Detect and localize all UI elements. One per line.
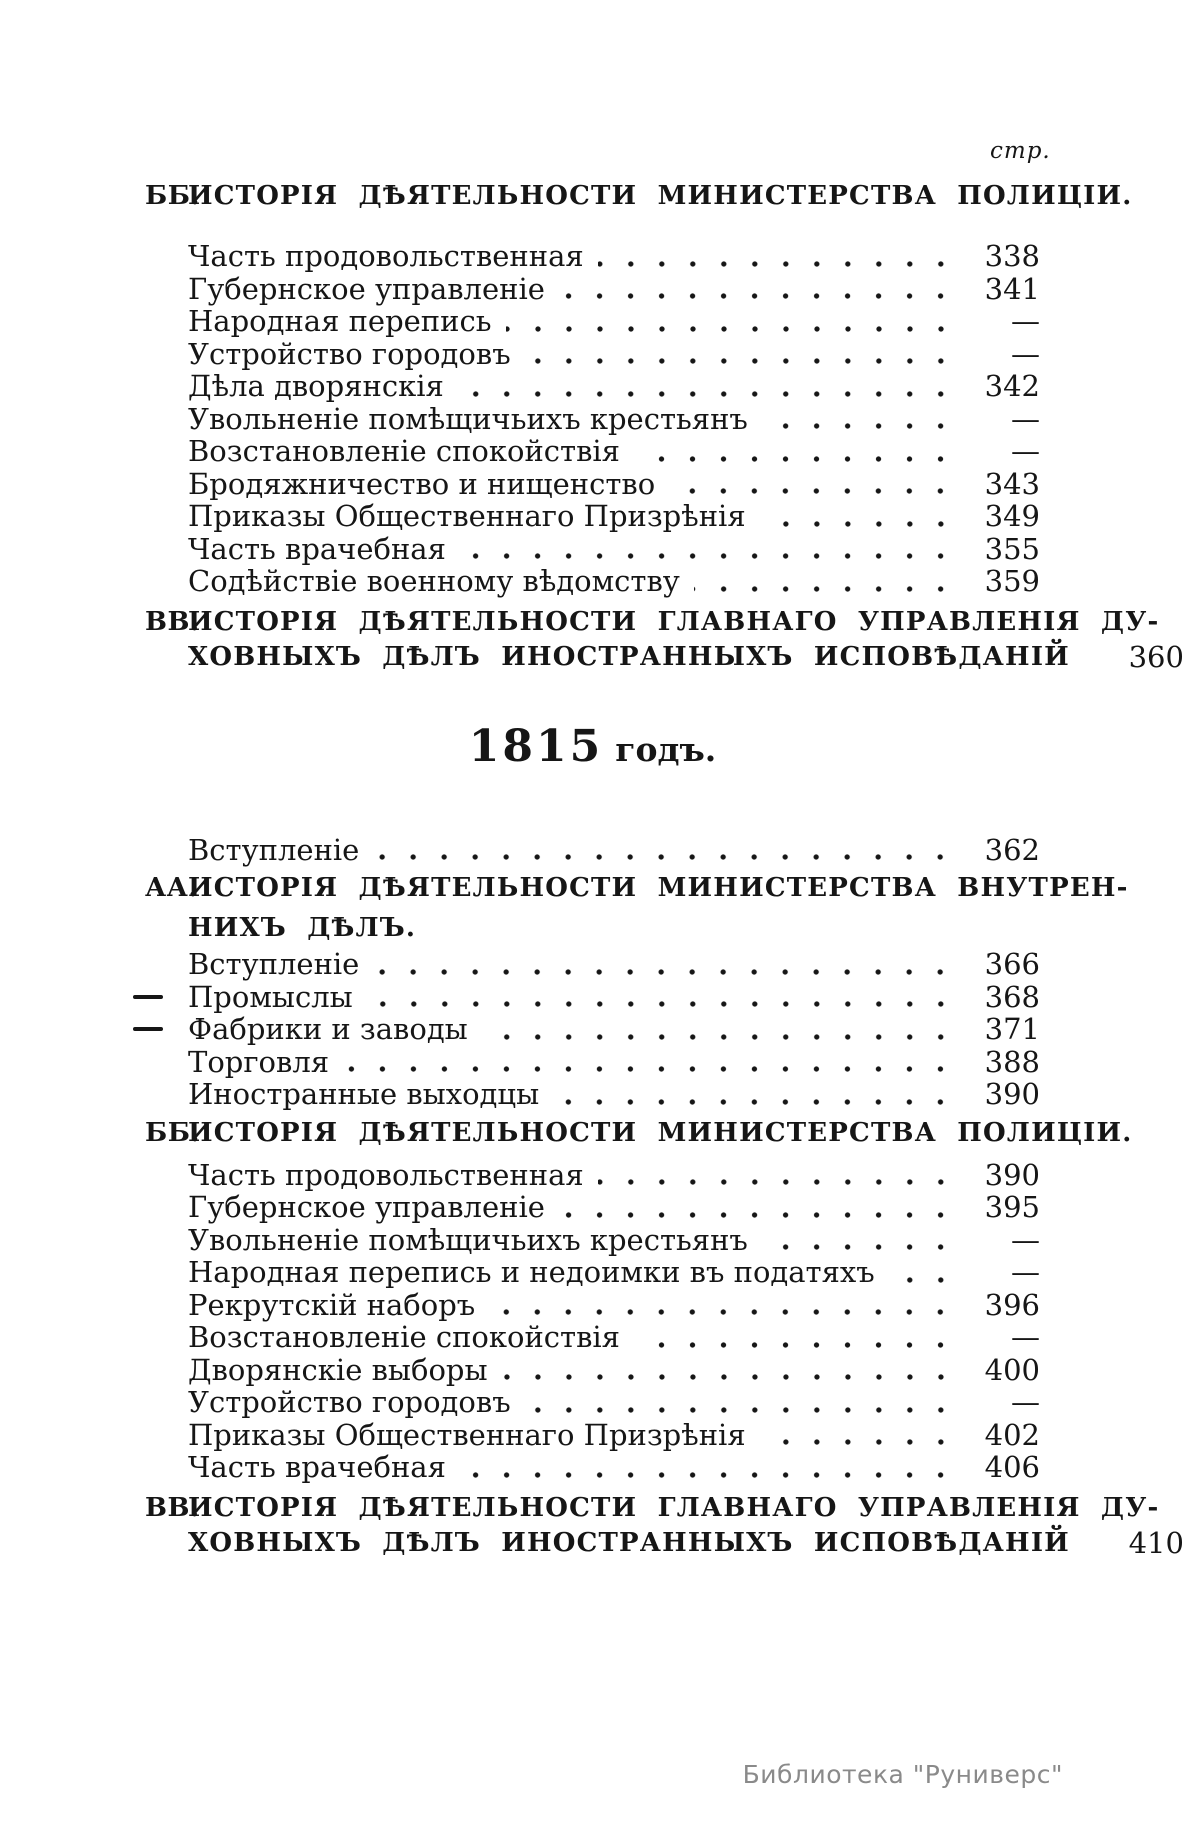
year-number: 1815 (468, 720, 604, 772)
toc-row (188, 1191, 1040, 1224)
toc-entry-label: Вступленіе (188, 947, 360, 981)
section-heading-bb-1814 (145, 180, 1133, 213)
dot-leader (369, 834, 956, 867)
year-word: годъ. (615, 729, 717, 769)
toc-page-number: 355 (984, 531, 1040, 566)
toc-entry-label: Устройство городовъ (188, 1385, 511, 1419)
toc-page-number: 410 (1128, 1525, 1184, 1560)
section-prefix: ББ. (145, 181, 200, 211)
dot-leader (456, 533, 956, 566)
toc-row (188, 1289, 1040, 1322)
dot-leader (478, 1013, 956, 1046)
toc-entry-list-aa-1815 (145, 948, 1040, 1111)
toc-row (188, 305, 1040, 338)
toc-page-number: 343 (984, 466, 1040, 501)
toc-page-number: — (1011, 1385, 1040, 1419)
toc-page-number: — (1011, 434, 1040, 468)
toc-page-number: 349 (984, 499, 1040, 533)
toc-row (188, 1256, 1040, 1289)
toc-entry-label: Дворянскіе выборы (188, 1352, 488, 1387)
toc-entry-label: Часть продовольственная (188, 239, 584, 273)
toc-entry-label: Часть продовольственная (188, 1157, 584, 1192)
toc-content (145, 180, 1184, 1561)
toc-page-number: — (1011, 1222, 1040, 1257)
dot-leader (885, 1256, 956, 1289)
toc-page-number: — (1011, 336, 1040, 371)
dot-leader (339, 1046, 956, 1079)
toc-row (188, 338, 1040, 371)
toc-page-number: — (1011, 304, 1040, 338)
toc-row (188, 370, 1040, 403)
toc-row (188, 981, 1040, 1014)
toc-entry-label: Увольненіе помѣщичьихъ крестьянъ (188, 1222, 748, 1257)
toc-entry-label: Устройство городовъ (188, 336, 511, 371)
toc-row (188, 403, 1040, 436)
dot-leader (1080, 1525, 1100, 1561)
toc-entry-label: Народная перепись и недоимки въ податяхъ (188, 1255, 875, 1289)
toc-page-number: — (1011, 1255, 1040, 1289)
toc-entry-label: Промыслы (188, 979, 353, 1014)
dot-leader (502, 305, 957, 338)
toc-page-number: 402 (984, 1417, 1040, 1452)
section-title: ИСТОРІЯ ДѢЯТЕЛЬНОСТИ МИНИСТЕРСТВА ПОЛИЦІИ. (188, 181, 1133, 211)
dot-leader (549, 1078, 956, 1111)
toc-row (188, 1078, 1040, 1111)
toc-page-number: 390 (984, 1077, 1040, 1111)
toc-page-number: — (1011, 1320, 1040, 1354)
toc-row (188, 948, 1040, 981)
toc-page-number: 360 (1128, 639, 1184, 674)
dot-leader (594, 240, 956, 273)
section-title-line2: ХОВНЫХЪ ДѢЛЪ ИНОСТРАННЫХЪ ИСПОВѢДАНІЙ (188, 641, 1070, 672)
toc-row (188, 500, 1040, 533)
toc-entry-label: Возстановленіе спокойствія (188, 434, 620, 468)
toc-page-number: 368 (984, 979, 1040, 1014)
toc-row (188, 1386, 1040, 1419)
section-title-line1: ИСТОРІЯ ДѢЯТЕЛЬНОСТИ МИНИСТЕРСТВА ВНУТРЕН- (188, 873, 1129, 903)
toc-entry-label: Губернское управленіе (188, 271, 545, 306)
toc-entry-label: Часть врачебная (188, 1450, 446, 1484)
toc-entry-label: Дѣла дворянскія (188, 369, 444, 403)
library-watermark: Библиотека "Руниверс" (742, 1760, 1063, 1789)
section-heading-vv-1814 (145, 606, 1184, 675)
dot-leader (756, 500, 956, 533)
section-heading-vv-1815 (145, 1492, 1184, 1561)
toc-page-number: 359 (984, 564, 1040, 598)
section-heading-aa-1815 (145, 868, 1129, 948)
toc-page-number: 341 (984, 271, 1040, 306)
toc-entry-label: Часть врачебная (188, 531, 446, 566)
toc-entry-label: Содѣйствіе военному вѣдомству (188, 564, 680, 598)
toc-page-number: 390 (984, 1157, 1040, 1192)
toc-row (188, 468, 1040, 501)
section-heading-bb-1815 (145, 1117, 1133, 1150)
section-title: ИСТОРІЯ ДѢЯТЕЛЬНОСТИ МИНИСТЕРСТВА ПОЛИЦІИ. (188, 1117, 1133, 1148)
dot-leader (555, 1191, 956, 1224)
section-title-line2: ХОВНЫХЪ ДѢЛЪ ИНОСТРАННЫХЪ ИСПОВѢДАНІЙ (188, 1527, 1070, 1558)
section-prefix: АА. (145, 873, 198, 903)
intro-entry-wrap (145, 834, 1040, 867)
toc-entry-label: Приказы Общественнаго Призрѣнія (188, 499, 746, 533)
toc-row (188, 1046, 1040, 1079)
dot-leader (758, 1224, 956, 1257)
dot-leader (690, 565, 956, 598)
toc-row (188, 240, 1040, 273)
dot-leader (665, 468, 956, 501)
toc-entry-label: Рекрутскій наборъ (188, 1287, 476, 1322)
dot-leader (758, 403, 956, 436)
dot-leader (456, 1451, 956, 1484)
section-prefix: ББ. (145, 1117, 200, 1148)
toc-row (188, 1321, 1040, 1354)
toc-entry-list-bb-1815 (145, 1159, 1040, 1484)
dot-leader (498, 1354, 956, 1387)
toc-entry-label: Фабрики и заводы (188, 1012, 468, 1046)
section-line1 (145, 606, 1160, 639)
toc-entry-label: Бродяжничество и нищенство (188, 466, 656, 501)
toc-page-number: 371 (984, 1012, 1040, 1046)
section-title-line1: ИСТОРІЯ ДѢЯТЕЛЬНОСТИ ГЛАВНАГО УПРАВЛЕНІЯ ДУ- (188, 1492, 1160, 1523)
section-line1 (145, 868, 1129, 908)
toc-entry-label: Вступленіе (188, 832, 360, 867)
toc-page-number: 362 (984, 832, 1040, 867)
section-prefix: ВВ. (145, 1492, 200, 1523)
toc-row (188, 1013, 1040, 1046)
section-title-line2: НИХЪ ДѢЛЪ. (188, 913, 417, 943)
toc-row (188, 565, 1040, 598)
dot-leader (594, 1159, 956, 1192)
dot-leader (521, 338, 956, 371)
section-title-line1: ИСТОРІЯ ДѢЯТЕЛЬНОСТИ ГЛАВНАГО УПРАВЛЕНІЯ ДУ- (188, 606, 1160, 637)
page-column-label: стр. (990, 138, 1051, 164)
toc-entry-label: Народная перепись (188, 304, 492, 338)
toc-page-number: 396 (984, 1287, 1040, 1322)
toc-row (188, 1224, 1040, 1257)
dot-leader (454, 370, 956, 403)
section-line2 (145, 639, 1184, 675)
toc-entry-label: Увольненіе помѣщичьихъ крестьянъ (188, 401, 748, 436)
toc-page-number: 338 (984, 239, 1040, 273)
toc-entry-label: Иностранные выходцы (188, 1077, 540, 1111)
toc-row (188, 435, 1040, 468)
section-line2 (145, 1525, 1184, 1561)
margin-dash-mark (133, 995, 163, 999)
toc-entry-label: Губернское управленіе (188, 1190, 545, 1224)
toc-page-number: 342 (984, 369, 1040, 403)
dot-leader (369, 948, 956, 981)
dot-leader (363, 981, 956, 1014)
toc-page-number: 366 (984, 947, 1040, 981)
year-heading (145, 721, 1040, 782)
toc-page-number: 400 (984, 1352, 1040, 1387)
section-prefix: ВВ. (145, 606, 200, 637)
toc-row (188, 1354, 1040, 1387)
margin-dash-mark (133, 1027, 163, 1031)
dot-leader (555, 273, 956, 306)
toc-entry-list-bb-1814 (145, 240, 1040, 598)
toc-entry-label: Приказы Общественнаго Призрѣнія (188, 1417, 746, 1452)
dot-leader (1080, 639, 1100, 675)
toc-page-number: — (1011, 401, 1040, 436)
toc-row (188, 1451, 1040, 1484)
toc-row (188, 834, 1040, 867)
toc-entry-label: Возстановленіе спокойствія (188, 1320, 620, 1354)
section-line1 (145, 1492, 1160, 1525)
toc-row (188, 1419, 1040, 1452)
dot-leader (521, 1386, 956, 1419)
toc-row (188, 1159, 1040, 1192)
toc-row (188, 273, 1040, 306)
dot-leader (630, 1321, 956, 1354)
toc-page-number: 395 (984, 1190, 1040, 1224)
toc-row (188, 533, 1040, 566)
dot-leader (485, 1289, 956, 1322)
dot-leader (756, 1419, 956, 1452)
dot-leader (630, 435, 956, 468)
toc-entry-label: Торговля (188, 1044, 330, 1079)
toc-page-number: 406 (984, 1450, 1040, 1484)
toc-page-number: 388 (984, 1044, 1040, 1079)
